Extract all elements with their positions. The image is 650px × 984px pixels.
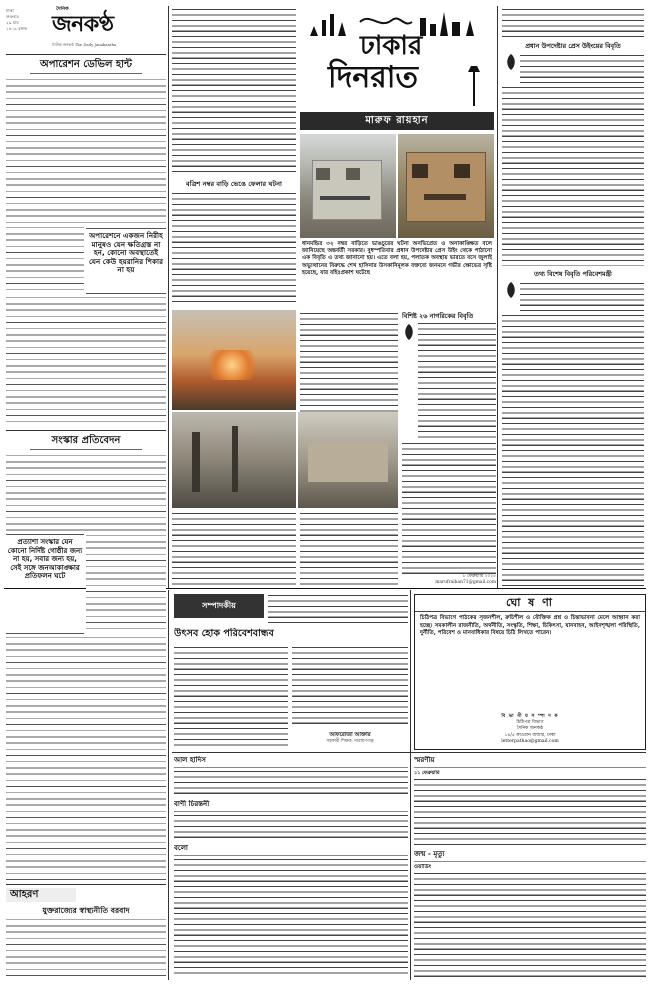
editorial-2-body-bottom	[6, 636, 166, 880]
masthead-top-label: দৈনিক	[56, 6, 69, 12]
sampadakiya-byline: আফরোজা আক্তার সহকারী শিক্ষক, নারায়ণগঞ্জ	[326, 732, 374, 745]
sub-heading-3: তথ্য বিশেষ বিবৃতি পরিবেশমন্ত্রী	[534, 270, 612, 278]
masthead-tagline: দৈনিক জনকণ্ঠ The Daily Janakantha	[52, 42, 117, 47]
sampadakiya-body-1	[174, 646, 288, 748]
bani-header: বাণী চিরন্তনী	[174, 800, 408, 812]
sub-heading-2: প্রধান উপদেষ্টার প্রেস উইংয়ের বিবৃতি	[525, 42, 621, 50]
ghoshona-box	[414, 594, 646, 750]
right-col-c	[520, 282, 644, 312]
statement-icon-3	[504, 282, 518, 298]
right-col-d	[502, 314, 644, 586]
feature-signoff: ৮ ফেব্রুয়ারি ২০২৫ marufraihan71@gmail.com	[435, 574, 496, 585]
logo-line-2: দিনরাত	[328, 60, 418, 95]
aharon-body	[6, 918, 166, 978]
feature-caption: ধানমন্ডির ৩২ নম্বর বাড়িতে ভাঙচুরের ঘটনা অনভিপ্রেত ও অনাকাঙ্ক্ষিত বলে জানিয়েছে অন্তর্বর্তী সরকার। বুধস্পতিবার প্রধান উপদেষ্টার প্রেস উইং থেকে পাঠানো এক বিবৃতি এ তথ্য জানানো হয়। এতে বলা হয়, পলাতক অবস্থায় ভারতে বসে জুলাই অভ্যুত্থানের বিরুদ্ধে শেখ হাসিনার উসকানিমূলক বক্তব্যে জনমনে গভীর ক্ষোভের সৃষ্টি হয়েছে, যার বহিঃপ্রকাশ ঘটেছে	[302, 241, 492, 276]
masthead-title: জনকণ্ঠ	[52, 12, 114, 37]
sampadakiya-title: উৎসব হোক পরিবেশবান্ধব	[174, 628, 274, 639]
bolo-header: বলো	[174, 844, 408, 856]
editorial-1-pullquote: অপারেশনে একজন নিরীহ মানুষও যেন ক্ষতিগ্রস্ত না হন, কোনো অবস্থাতেই যেন কেউ হয়রানির শিকার না হয়	[86, 228, 166, 294]
leaf-icon	[504, 54, 518, 70]
janmo-body	[414, 872, 646, 978]
editorial-2-body-right	[86, 534, 166, 634]
house-photo-2	[398, 134, 494, 238]
aharon-title: আহরণ	[6, 888, 76, 902]
janmo-sub: ওয়ার্ডিং	[414, 864, 432, 870]
sub-heading-1: বিশিষ্ট ২৬ নাগরিকের বিবৃতি	[402, 312, 474, 320]
al-hadis-body	[174, 770, 408, 796]
aharon-subtitle: যুক্তরাজ্যের স্বাস্থ্যনীতি বরবাদ	[42, 906, 130, 915]
editorial-1-body-top	[6, 78, 166, 226]
dhakar-dinrat-logo	[300, 8, 494, 112]
author-bar: মারুফ রায়হান	[300, 112, 494, 130]
street-lamp-icon	[466, 66, 482, 106]
editorial-1-body-left	[6, 226, 84, 294]
street-photo	[298, 412, 398, 508]
bolo-body	[174, 858, 408, 978]
statement-icon-2	[504, 54, 518, 70]
right-col-b	[502, 86, 644, 266]
statement-icon-1	[402, 324, 416, 340]
ghoshona-body: চিঠিপত্র বিভাগে পাঠকের সৃজনশীল, রুচিশীল ও যৌক্তিক প্রশ্ন ও চিন্তাভাবনা মেলে আহ্বান করা হচ্ছে। সমকালীন রাজনীতি, অর্থনীতি, সংস্কৃতি, শিক্ষা, চিকিৎসা, যানবাহন, আইনশৃঙ্খলা পরিস্থিতি, দুর্নীতি, পরিবেশ ও মানবাধিকার বিষয়ে চিঠি লিখতে পারেন।	[420, 615, 640, 637]
smaraniya-body	[414, 778, 646, 846]
al-hadis-header: আল হাদিস	[174, 756, 408, 768]
fire-photo	[172, 310, 296, 410]
sampadakiya-top-right	[268, 594, 408, 624]
feature-col-d	[172, 512, 296, 586]
masthead-date-block: ঢাকা শুক্রবার ২৯ মাঘ ১৪০৯ বঙ্গাব্দ	[6, 8, 28, 31]
feature-col-c	[418, 322, 496, 438]
ghoshona-title: ঘো ষ ণা	[415, 595, 645, 612]
editorial-2-title: সংস্কার প্রতিবেদন	[51, 435, 121, 446]
right-col-a	[520, 54, 644, 84]
feature-intro-text	[172, 8, 296, 176]
right-col-top	[502, 8, 644, 40]
editorial-2-pullquote: প্রত্যাশা সংস্কার যেন কোনো নির্দিষ্ট গোষ্ঠীর জন্য না হয়, সবার জন্য হয়, সেই সঙ্গে জনআকাঙ্ক্ষার প্রতিফলন ঘটে	[6, 534, 84, 634]
feature-col-a	[172, 192, 296, 306]
ghoshona-contact: বি ভা গী য় স ম্পা দ ক চিঠিপত্র বিভাগ দৈনিক জনকণ্ঠ ১৪/৫ কাওরান বাজার, ঢাকা letterpathao@gmail.com	[501, 713, 559, 744]
logo-line-1: ঢাকার	[360, 31, 423, 61]
bani-body	[174, 814, 408, 840]
masthead	[6, 6, 166, 54]
house-photo-1	[300, 134, 396, 238]
janmo-header: জন্ম - মৃত্যু	[414, 850, 646, 862]
smaraniya-date: ১১ ফেব্রুয়ারি	[414, 770, 440, 776]
feature-col-e	[300, 512, 398, 586]
leaf-icon	[402, 324, 416, 340]
sub-heading-4: বত্রিশ নম্বর বাড়ি ভেঙে ফেলার ঘটনা	[186, 180, 282, 188]
sampadakiya-body-2	[292, 646, 408, 728]
editorial-2-body-top	[6, 454, 166, 532]
sampadakiya-banner: সম্পাদকীয়	[174, 594, 264, 618]
editorial-1-title: অপারেশন ডেভিল হান্ট	[40, 59, 132, 70]
leaf-icon	[504, 282, 518, 298]
feature-col-f	[402, 442, 496, 574]
editorial-1-body-bottom	[6, 296, 166, 426]
crowd-photo	[172, 412, 296, 508]
smaraniya-header: স্মরণীয়	[414, 756, 646, 768]
